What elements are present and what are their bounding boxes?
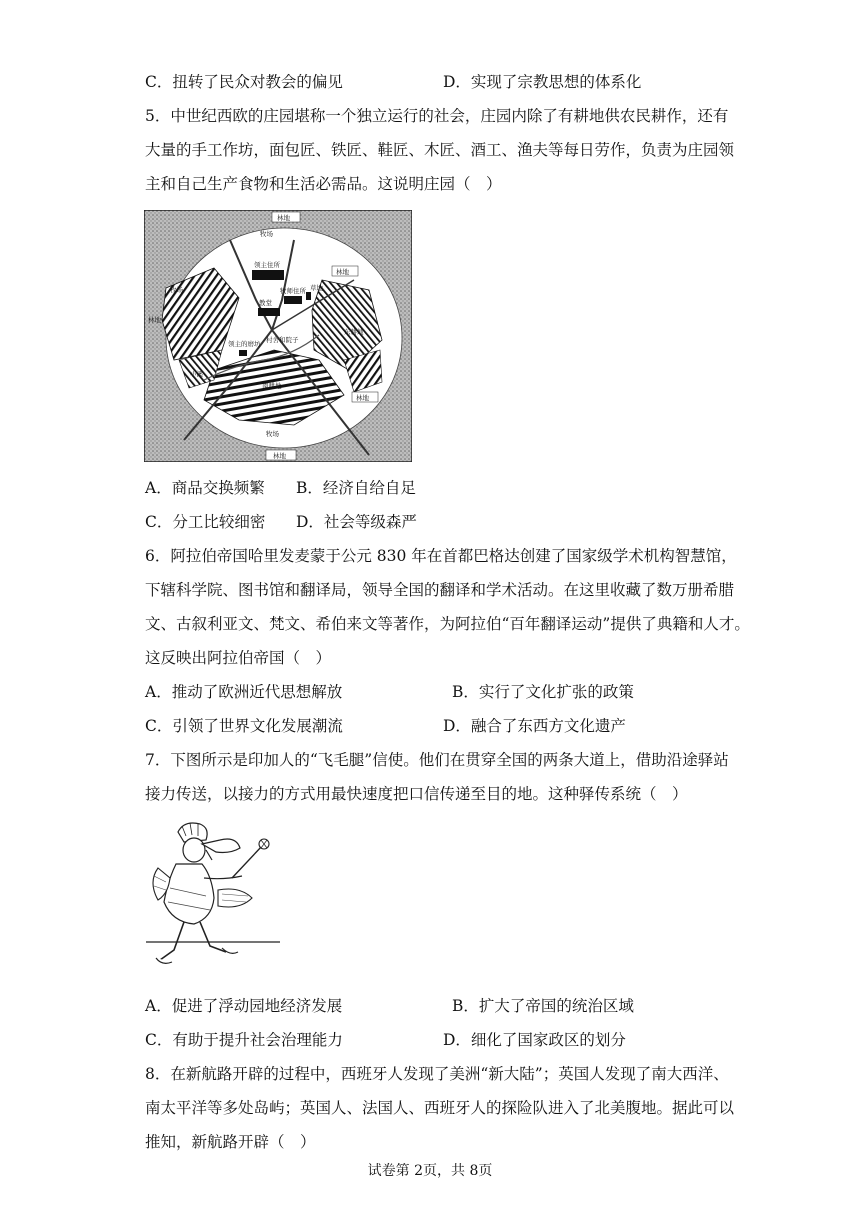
q6-stem-line-2: 下辖科学院、图书馆和翻译局，领导全国的翻译和学术活动。在这里收藏了数万册希腊 — [145, 581, 735, 599]
map-label-pasture-bottom: 牧场 — [266, 430, 279, 438]
manor-map-illustration — [144, 210, 412, 462]
q7-stem-line-1: 7．下图所示是印加人的“飞毛腿”信使。他们在贯穿全国的两条大道上，借助沿途驿站 — [145, 751, 729, 769]
q6-option-c: C．引领了世界文化发展潮流 — [145, 717, 343, 735]
map-label-church: 教堂 — [259, 299, 272, 307]
map-label-forest-bottom: 林地 — [273, 452, 286, 460]
map-label-field-east: 东耕地 — [344, 328, 364, 336]
map-label-stream: 小溪 — [190, 370, 203, 378]
q5-stem-line-2: 大量的手工作坊，面包匠、铁匠、鞋匠、木匠、酒工、渔夫等每日劳作，负责为庄园领 — [145, 141, 735, 159]
manor-map-figure — [144, 210, 412, 462]
map-label-pasture-left: 牧场 — [170, 286, 183, 294]
map-label-forest-right: 林地 — [336, 268, 349, 276]
map-label-village: 村舍和院子 — [266, 336, 299, 344]
q6-option-d: D．融合了东西方文化遗产 — [443, 717, 626, 735]
q5-stem-line-3: 主和自己生产食物和生活必需品。这说明庄园（ ） — [145, 175, 502, 193]
q6-option-b: B．实行了文化扩张的政策 — [452, 683, 634, 701]
q7-option-a: A．促进了浮动园地经济发展 — [145, 997, 343, 1015]
q8-stem-line-2: 南太平洋等多处岛屿；英国人、法国人、西班牙人的探险队进入了北美腹地。据此可以 — [145, 1099, 735, 1117]
q6-stem-line-1: 6．阿拉伯帝国哈里发麦蒙于公元 830 年在首都巴格达创建了国家级学术机构智慧馆， — [145, 547, 737, 565]
q7-option-d: D．细化了国家政区的划分 — [443, 1031, 626, 1049]
q5-option-a: A．商品交换频繁 — [145, 479, 265, 497]
q5-option-b: B．经济自给自足 — [296, 479, 416, 497]
map-label-field-south: 南耕地 — [262, 382, 282, 390]
q4-option-d: D．实现了宗教思想的体系化 — [443, 73, 642, 91]
q4-option-c: C．扭转了民众对教会的偏见 — [145, 73, 343, 91]
q6-option-a: A．推动了欧洲近代思想解放 — [145, 683, 343, 701]
inca-messenger-illustration — [144, 818, 282, 978]
map-label-pasture-top: 牧场 — [260, 230, 273, 238]
q8-stem-line-1: 8．在新航路开辟的过程中，西班牙人发现了美洲“新大陆”；英国人发现了南大西洋、 — [145, 1065, 729, 1083]
map-label-priest-house: 牧师住所 — [280, 287, 306, 295]
q5-stem-line-1: 5．中世纪西欧的庄园堪称一个独立运行的社会，庄园内除了有耕地供农民耕作，还有 — [145, 107, 729, 125]
q5-option-d: D．社会等级森严 — [296, 513, 417, 531]
q7-option-c: C．有助于提升社会治理能力 — [145, 1031, 343, 1049]
page-footer: 试卷第 2页，共 8页 — [367, 1163, 493, 1179]
map-label-forest-left: 林地 — [148, 316, 161, 324]
q6-stem-line-3: 文、古叙利亚文、梵文、希伯来文等著作，为阿拉伯“百年翻译运动”提供了典籍和人才。 — [145, 615, 750, 633]
map-label-forest-lower-right: 林地 — [356, 394, 369, 402]
map-label-land-upper: 草地 — [310, 284, 323, 292]
map-label-forest-top: 林地 — [277, 214, 290, 222]
q5-option-c: C．分工比较细密 — [145, 513, 266, 531]
q6-stem-line-4: 这反映出阿拉伯帝国（ ） — [145, 649, 332, 667]
map-label-lord-house: 领主住所 — [254, 261, 280, 269]
q7-stem-line-2: 接力传送，以接力的方式用最快速度把口信传递至目的地。这种驿传系统（ ） — [145, 785, 688, 803]
q7-option-b: B．扩大了帝国的统治区域 — [452, 997, 634, 1015]
inca-messenger-figure — [144, 818, 282, 978]
q8-stem-line-3: 推知，新航路开辟（ ） — [145, 1133, 316, 1151]
map-label-mill: 领主的磨坊 — [228, 340, 261, 348]
